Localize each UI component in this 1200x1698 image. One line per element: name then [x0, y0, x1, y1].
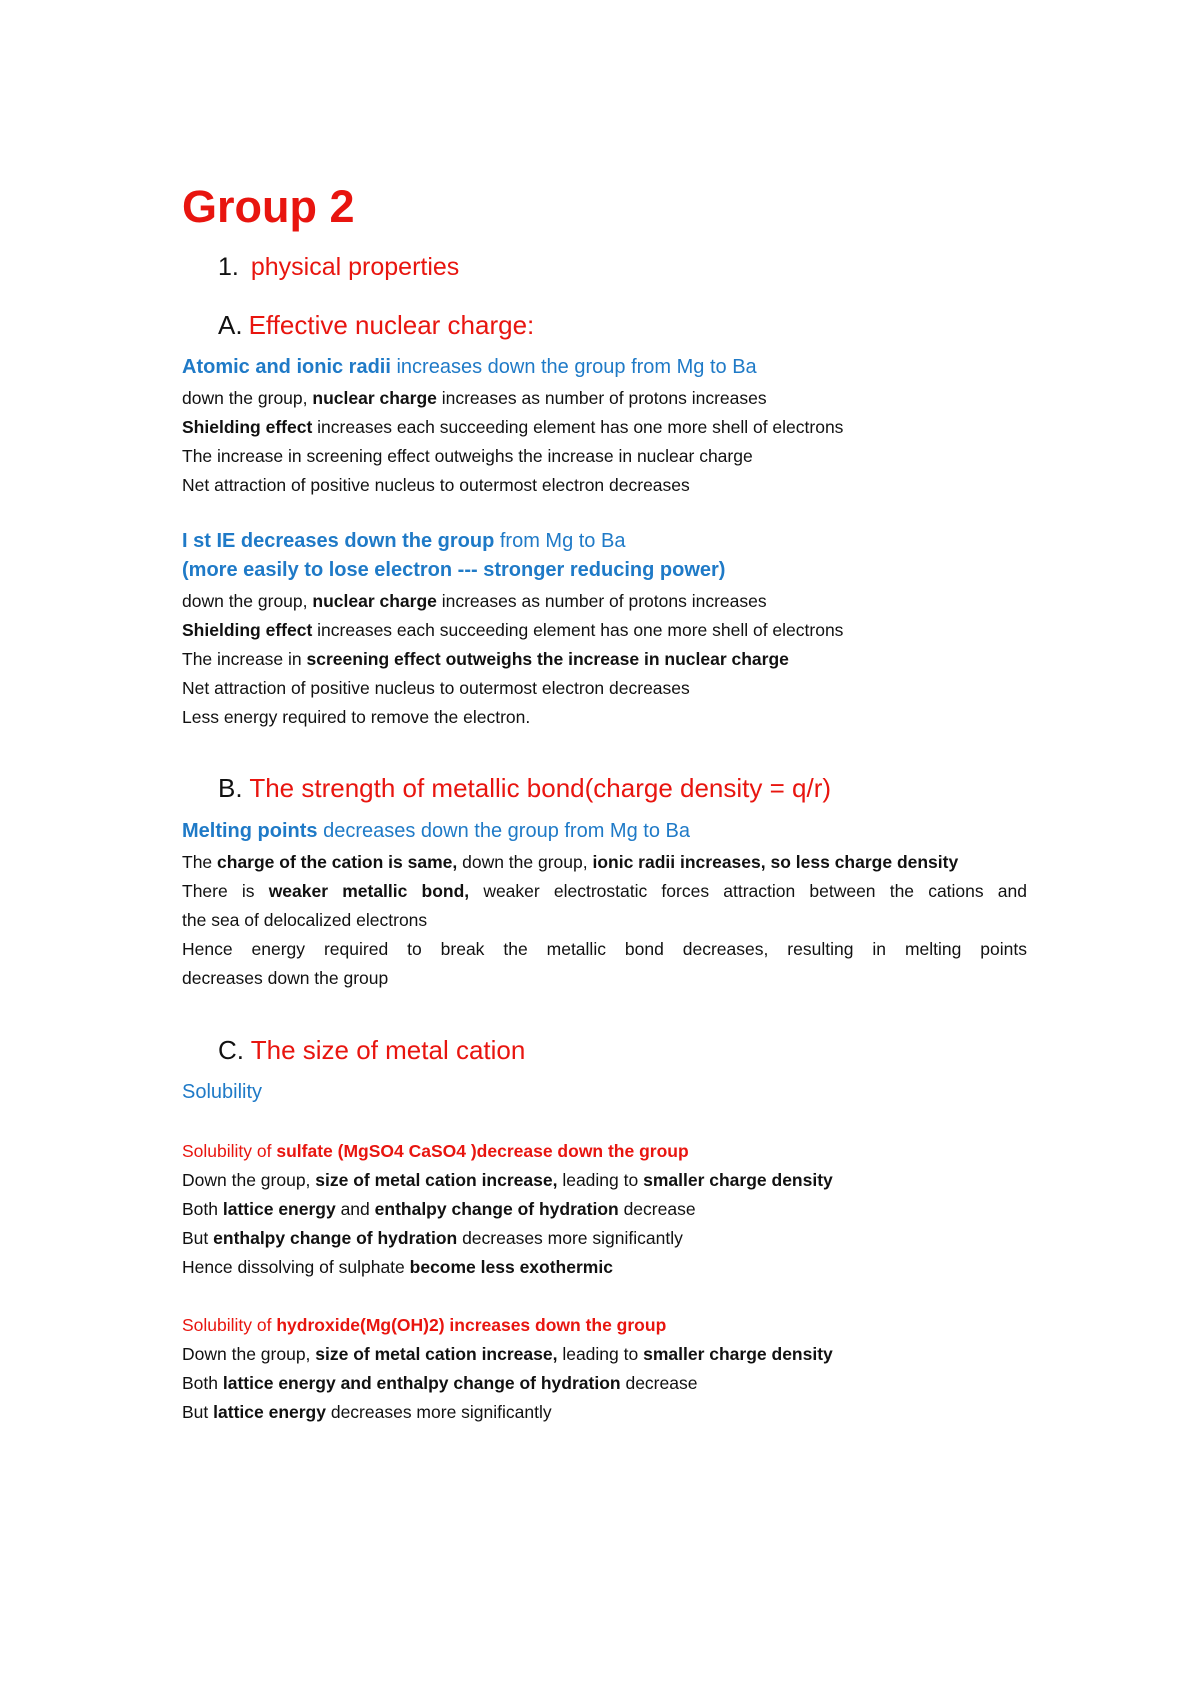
- radii-heading: Atomic and ionic radii increases down the group from Mg to Ba: [182, 356, 757, 378]
- section-label: The strength of metallic bond(charge density = q/r): [242, 773, 832, 803]
- section-letter: C.: [218, 1035, 244, 1065]
- section-label: physical properties: [250, 253, 460, 281]
- text-line: Both lattice energy and enthalpy change of hydration decrease: [182, 1199, 696, 1219]
- text-line: But enthalpy change of hydration decreases more significantly: [182, 1228, 683, 1248]
- text-line: But lattice energy decreases more significantly: [182, 1402, 552, 1422]
- text-line: The increase in screening effect outweighs the increase in nuclear charge: [182, 649, 789, 669]
- section-b-heading: [218, 772, 831, 804]
- text-line: The charge of the cation is same, down the group, ionic radii increases, so less charge density: [182, 852, 959, 872]
- text-line: Less energy required to remove the electron.: [182, 707, 531, 727]
- solubility-heading: Solubility: [182, 1081, 263, 1103]
- melting-heading: Melting points decreases down the group from Mg to Ba: [182, 820, 690, 842]
- page-title: Group 2: [182, 181, 355, 232]
- text-line: Shielding effect increases each succeeding element has one more shell of electrons: [182, 620, 844, 640]
- section-letter: B.: [218, 773, 243, 803]
- text-line: The increase in screening effect outweighs the increase in nuclear charge: [182, 446, 753, 466]
- section-label: The size of metal cation: [244, 1035, 526, 1065]
- section-letter: A.: [218, 310, 243, 340]
- ie-subheading: (more easily to lose electron --- stronger reducing power): [182, 559, 726, 581]
- hydroxide-heading: Solubility of hydroxide(Mg(OH)2) increases down the group: [182, 1315, 667, 1335]
- section-c-heading: [218, 1034, 525, 1066]
- text-line: Net attraction of positive nucleus to outermost electron decreases: [182, 475, 690, 495]
- section-a-heading: [218, 309, 534, 341]
- text-line: Down the group, size of metal cation increase, leading to smaller charge density: [182, 1344, 833, 1364]
- section-1-heading: [218, 252, 459, 282]
- section-label: Effective nuclear charge:: [248, 310, 535, 340]
- section-number: 1.: [218, 253, 239, 281]
- text-line: down the group, nuclear charge increases as number of protons increases: [182, 591, 767, 611]
- sulfate-heading: Solubility of sulfate (MgSO4 CaSO4 )decrease down the group: [182, 1141, 689, 1161]
- text-line: Down the group, size of metal cation increase, leading to smaller charge density: [182, 1170, 833, 1190]
- text-line: Shielding effect increases each succeeding element has one more shell of electrons: [182, 417, 844, 437]
- document-page: [182, 180, 1027, 1422]
- text-line: Hence dissolving of sulphate become less exothermic: [182, 1257, 613, 1277]
- text-line: the sea of delocalized electrons: [182, 910, 428, 930]
- text-line: decreases down the group: [182, 968, 389, 988]
- ie-heading: I st IE decreases down the group from Mg to Ba: [182, 530, 626, 552]
- text-line: Net attraction of positive nucleus to outermost electron decreases: [182, 678, 690, 698]
- text-line: Both lattice energy and enthalpy change of hydration decrease: [182, 1373, 698, 1393]
- text-line: Hence energy required to break the metallic bond decreases, resulting in melting points: [182, 939, 1027, 959]
- text-line: down the group, nuclear charge increases as number of protons increases: [182, 388, 767, 408]
- text-line: There is weaker metallic bond, weaker electrostatic forces attraction between the cations and: [182, 881, 1027, 901]
